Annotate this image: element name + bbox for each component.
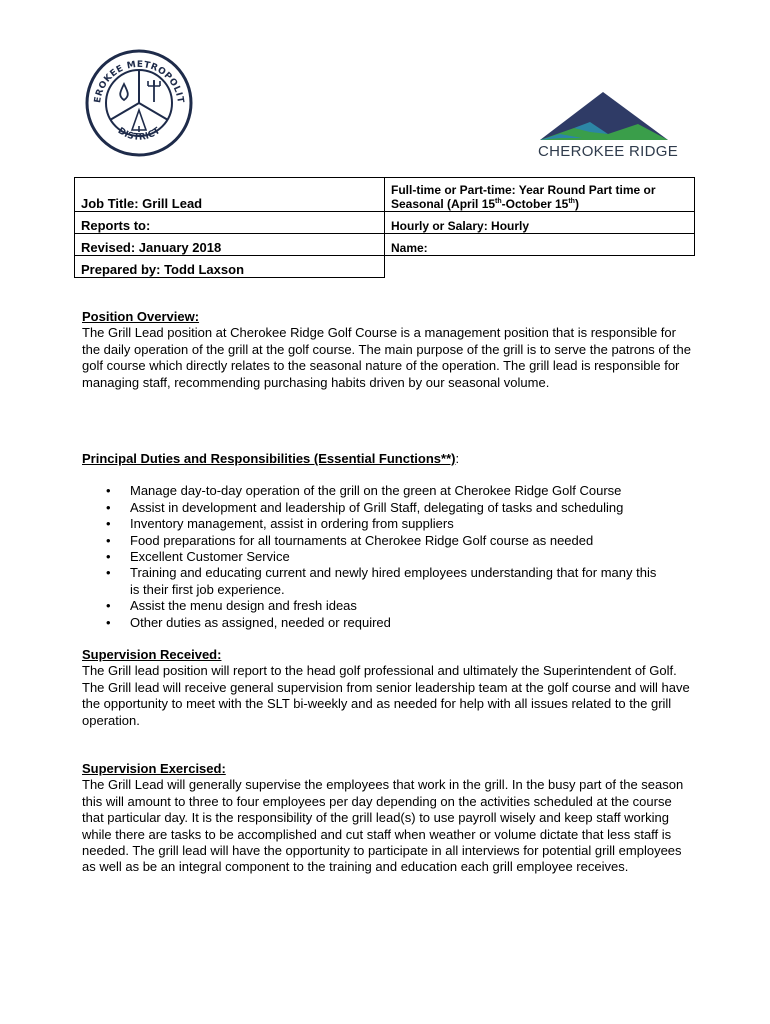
prepared-by: Prepared by: Todd Laxson xyxy=(75,256,385,278)
list-item: • Food preparations for all tournaments at Cherokee Ridge Golf course as needed xyxy=(130,533,692,549)
supervision-received-section xyxy=(82,647,692,729)
svg-text:DISTRICT: DISTRICT xyxy=(115,126,163,143)
job-info-table xyxy=(74,177,695,278)
duties-heading: Principal Duties and Responsibilities (Essential Functions**) xyxy=(82,451,456,466)
position-overview-heading: Position Overview: xyxy=(82,309,200,324)
revised-date: Revised: January 2018 xyxy=(75,234,385,256)
list-item: • Assist the menu design and fresh ideas xyxy=(130,598,692,614)
duties-list xyxy=(82,483,692,631)
cherokee-metropolitan-district-seal xyxy=(84,48,194,158)
svg-text:CHEROKEE METROPOLITAN: EROKEE METROPOLIT xyxy=(93,59,185,104)
employment-type: Full-time or Part-time: Year Round Part time or Seasonal (April 15th-October 15th) xyxy=(385,178,695,212)
supervision-received-heading: Supervision Received: xyxy=(82,647,222,662)
supervision-exercised-section xyxy=(82,761,692,876)
job-title: Job Title: Grill Lead xyxy=(75,178,385,212)
supervision-exercised-heading: Supervision Exercised: xyxy=(82,761,226,776)
position-overview-section xyxy=(82,309,692,391)
list-item: • Inventory management, assist in ordering from suppliers xyxy=(130,516,692,532)
cherokee-ridge-wordmark: CHEROKEE RIDGE xyxy=(538,143,679,160)
position-overview-body: The Grill Lead position at Cherokee Ridge Golf Course is a management position that is responsible for the daily operation of the grill at the golf course. The main purpose of the grill is to serve the patrons of the golf course which directly relates to the seasonal nature of the operation. The grill lead is responsible for managing staff, recommending purchasing habits driven by our seasonal volume. xyxy=(82,325,691,390)
name-field: Name: xyxy=(385,234,695,256)
list-item: • Manage day-to-day operation of the grill on the green at Cherokee Ridge Golf Course xyxy=(130,483,692,499)
list-item: • Other duties as assigned, needed or required xyxy=(130,615,692,631)
list-item: • Excellent Customer Service xyxy=(130,549,692,565)
hourly-or-salary: Hourly or Salary: Hourly xyxy=(385,212,695,234)
list-item: • Training and educating current and newly hired employees understanding that for many this is their first job experience. xyxy=(130,565,692,598)
duties-section: Principal Duties and Responsibilities (Essential Functions**): • Manage day-to-day operation of the grill on the green at Cherokee Ridge Golf Course • Assist in development and leadership of Grill Staff, delegating of tasks and scheduling • Inventory management, assist in ordering from suppliers • Food preparations for all tournaments at Cherokee Ridge Golf course as needed • Excellent Customer Service • Training and educating current and newly hired employees understanding that for many this is their first job experience. • Assist the menu design and fresh ideas • Other duties as assigned, needed or required xyxy=(82,451,692,631)
list-item: • Assist in development and leadership of Grill Staff, delegating of tasks and scheduling xyxy=(130,500,692,516)
reports-to: Reports to: xyxy=(75,212,385,234)
supervision-exercised-body: The Grill Lead will generally supervise the employees that work in the grill. In the busy part of the season this will amount to three to four employees per day depending on the activities scheduled at the course that particular day. It is the responsibility of the grill lead(s) to use payroll wisely and keep staff working while there are tasks to be accomplished and cut staff when weather or volume dictate that less staff is needed. The grill lead will have the opportunity to participate in all interviews for potential grill employees as well as be an integral component to the training and education each grill employee receives. xyxy=(82,777,684,875)
supervision-received-body: The Grill lead position will report to the head golf professional and ultimately the Superintendent of Golf. The Grill lead will receive general supervision from senior leadership team at the golf course and will have the opportunity to meet with the SLT bi-weekly and as needed for help with all issues related to the grill operation. xyxy=(82,663,690,728)
